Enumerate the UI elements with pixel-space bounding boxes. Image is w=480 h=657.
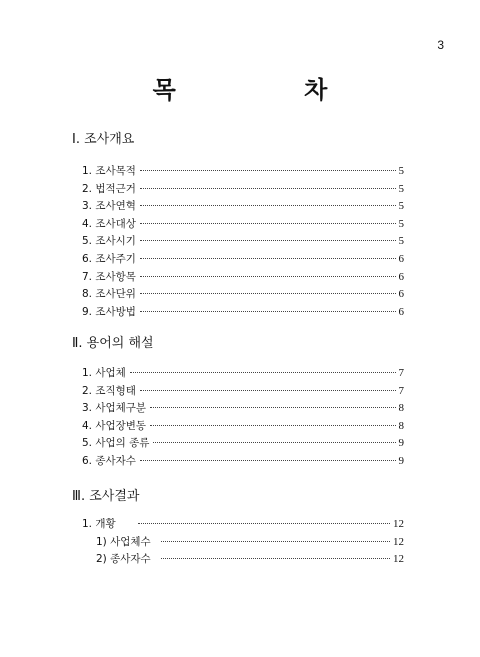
toc-entry-page: 7 <box>398 384 404 397</box>
toc-entry-label: 3. 조사연혁 <box>82 200 136 213</box>
toc-entry-label: 5. 조사시기 <box>82 235 136 248</box>
toc-entry-label: 4. 조사대상 <box>82 217 136 230</box>
toc-entry[interactable] <box>82 516 404 534</box>
toc-entry-page: 5 <box>398 200 404 213</box>
dot-leader <box>140 240 396 241</box>
toc-entry[interactable] <box>82 435 404 453</box>
dot-leader <box>140 205 396 206</box>
toc-entry[interactable] <box>82 233 404 251</box>
dot-leader <box>138 523 390 524</box>
dot-leader <box>140 460 396 461</box>
toc-entry[interactable] <box>82 163 404 181</box>
toc-entry[interactable] <box>82 216 404 234</box>
toc-entry-label: 2) 종사자수 <box>96 553 151 566</box>
toc-entry-page: 6 <box>398 270 404 283</box>
toc-entry-label: 6. 조사주기 <box>82 252 136 265</box>
toc-entry-label: 1) 사업체수 <box>96 535 151 548</box>
toc-entry[interactable] <box>82 383 404 401</box>
dot-leader <box>150 425 395 426</box>
dot-leader <box>140 293 396 294</box>
toc-entry[interactable] <box>82 400 404 418</box>
dot-leader <box>161 541 390 542</box>
toc-entry-page: 9 <box>398 454 404 467</box>
toc-subentry[interactable] <box>82 551 404 569</box>
toc-entry[interactable] <box>82 304 404 322</box>
toc-entry-label: 1. 개황 <box>82 518 116 530</box>
toc-entry-page: 12 <box>393 535 404 548</box>
page-number: 3 <box>437 38 444 52</box>
toc-entry-label: 3. 사업체구분 <box>82 402 147 415</box>
toc-entry-page: 6 <box>398 305 404 318</box>
toc-entry-label: 8. 조사단위 <box>82 288 136 301</box>
toc-entry[interactable] <box>82 181 404 199</box>
dot-leader <box>140 170 396 171</box>
toc-list-section-3 <box>82 516 404 569</box>
toc-entry-page: 12 <box>393 553 404 566</box>
dot-leader <box>161 558 390 559</box>
page-title: 목 차 <box>152 76 388 104</box>
dot-leader <box>150 407 395 408</box>
toc-entry-label: 7. 조사항목 <box>82 270 136 283</box>
toc-entry-page: 8 <box>398 402 404 415</box>
toc-entry-page: 6 <box>398 288 404 301</box>
dot-leader <box>153 442 395 443</box>
dot-leader <box>140 188 396 189</box>
toc-entry-page: 5 <box>398 182 404 195</box>
toc-entry-label: 2. 법적근거 <box>82 182 136 195</box>
toc-entry-page: 12 <box>393 518 404 530</box>
toc-entry-page: 9 <box>398 437 404 450</box>
section-heading-3: Ⅲ. 조사결과 <box>72 489 140 504</box>
toc-entry[interactable] <box>82 453 404 471</box>
dot-leader <box>140 276 396 277</box>
toc-entry-label: 1. 사업체 <box>82 367 126 379</box>
toc-entry-page: 7 <box>398 367 404 379</box>
toc-entry-label: 6. 종사자수 <box>82 454 136 467</box>
toc-entry-label: 5. 사업의 종류 <box>82 437 150 450</box>
dot-leader <box>130 372 396 373</box>
toc-entry-label: 9. 조사방법 <box>82 305 136 318</box>
toc-entry-page: 6 <box>398 252 404 265</box>
toc-list-section-1 <box>82 163 404 321</box>
section-heading-1: Ⅰ. 조사개요 <box>72 132 135 147</box>
toc-entry-label: 4. 사업장변동 <box>82 419 147 432</box>
section-heading-2: Ⅱ. 용어의 해설 <box>72 336 154 351</box>
toc-entry-label: 1. 조사목적 <box>82 165 136 177</box>
toc-entry[interactable] <box>82 418 404 436</box>
toc-entry-page: 5 <box>398 217 404 230</box>
toc-entry-page: 8 <box>398 419 404 432</box>
toc-subentry[interactable] <box>82 534 404 552</box>
toc-entry[interactable] <box>82 251 404 269</box>
toc-list-section-2 <box>82 365 404 471</box>
dot-leader <box>140 390 396 391</box>
toc-entry[interactable] <box>82 365 404 383</box>
toc-entry-page: 5 <box>398 235 404 248</box>
dot-leader <box>140 258 396 259</box>
toc-entry[interactable] <box>82 286 404 304</box>
dot-leader <box>140 223 396 224</box>
toc-entry-label: 2. 조직형태 <box>82 384 136 397</box>
toc-entry-page: 5 <box>398 165 404 177</box>
dot-leader <box>140 311 396 312</box>
toc-entry[interactable] <box>82 198 404 216</box>
toc-entry[interactable] <box>82 269 404 287</box>
